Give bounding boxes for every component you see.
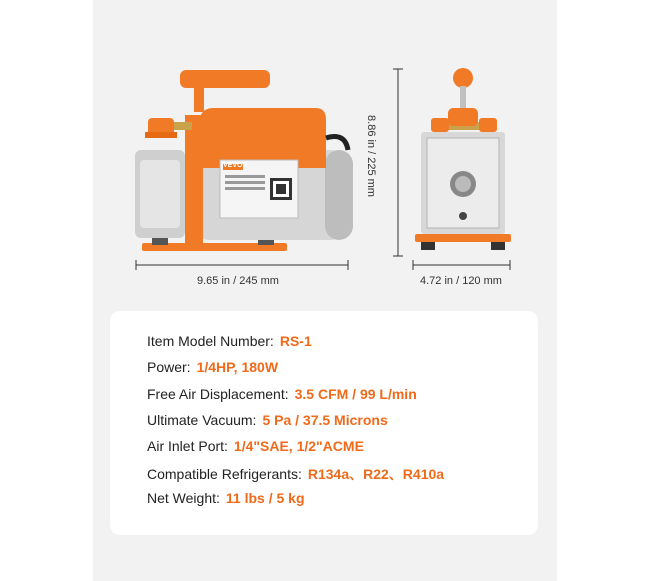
width-dimension-line — [135, 260, 350, 270]
spec-row-weight — [147, 490, 305, 506]
spec-row-power — [147, 359, 278, 375]
height-dimension-label: 8.86 in / 225 mm — [364, 115, 377, 197]
height-dimension-line — [393, 68, 403, 258]
spec-label: Power: — [147, 359, 191, 375]
spec-row-vacuum — [147, 412, 388, 428]
spec-value: RS-1 — [279, 333, 312, 349]
spec-value: 3.5 CFM / 99 L/min — [294, 386, 417, 402]
spec-value: 11 lbs / 5 kg — [225, 490, 305, 506]
spec-label: Item Model Number: — [147, 333, 274, 349]
spec-value: 1/4HP, 180W — [196, 359, 279, 375]
pump-brand-badge: VEVOR — [223, 162, 248, 169]
spec-label: Free Air Displacement: — [147, 386, 289, 402]
spec-value: 1/4"SAE, 1/2"ACME — [233, 438, 364, 454]
spec-row-refrigerants — [147, 464, 444, 484]
width-dimension-label: 9.65 in / 245 mm — [197, 275, 279, 287]
spec-row-inlet — [147, 438, 364, 454]
pump-front-view-image — [413, 66, 513, 251]
pump-side-view-image — [130, 60, 370, 260]
spec-label: Compatible Refrigerants: — [147, 466, 302, 482]
spec-value: R134a、R22、R410a — [307, 466, 445, 482]
spec-row-displacement — [147, 386, 417, 402]
spec-label: Air Inlet Port: — [147, 438, 228, 454]
spec-label: Ultimate Vacuum: — [147, 412, 257, 428]
spec-label: Net Weight: — [147, 490, 220, 506]
depth-dimension-label: 4.72 in / 120 mm — [420, 275, 502, 287]
spec-row-model — [147, 333, 312, 349]
spec-value: 5 Pa / 37.5 Microns — [262, 412, 388, 428]
spec-card — [110, 311, 538, 535]
depth-dimension-line — [412, 260, 512, 270]
